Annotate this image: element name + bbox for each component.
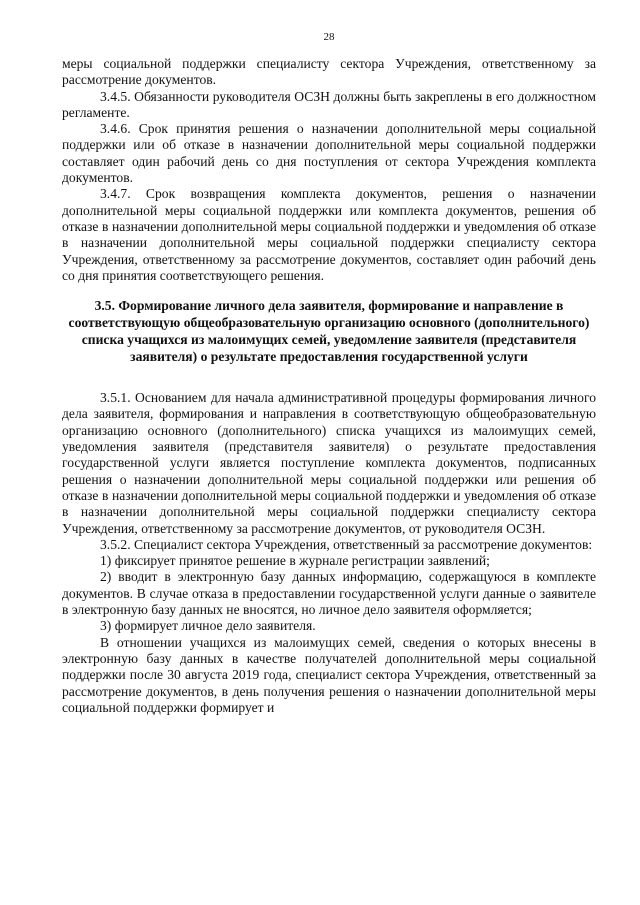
document-page <box>62 30 596 716</box>
list-item-1: 1) фиксирует принятое решение в журнале регистрации заявлений; <box>100 553 490 569</box>
list-item-2: 2) вводит в электронную базу данных информацию, содержащуюся в комплекте документов. В случае отказа в предоставлении государственной услуги данные о заявителе в электронную базу данных не вносятся, но личное дело заявителя оформляется; <box>62 569 596 618</box>
paragraphs-bottom <box>62 390 596 716</box>
section-heading-3-5: 3.5. Формирование личного дела заявителя, формирование и направление в соответствующую общеобразовательную организацию основного (дополнительного) списка учащихся из малоимущих семей, уведомление заявителя (представителя заявителя) о результате предоставления государственной услуги <box>68 298 590 365</box>
paragraph-3-4-7: 3.4.7. Срок возвращения комплекта документов, решения о назначении дополнительной меры социальной поддержки или комплекта документов, решения об отказе в назначении дополнительной меры социальной поддержки и уведомления об отказе в назначении дополнительной меры социальной поддержки специалисту сектора Учреждения, ответственному за рассмотрение документов, составляет один рабочий день со дня принятия соответствующего решения. <box>62 186 596 283</box>
paragraph-3-4-5: 3.4.5. Обязанности руководителя ОСЗН должны быть закреплены в его должностном регламенте. <box>62 88 596 120</box>
paragraphs-top <box>62 56 596 284</box>
paragraph-last: В отношении учащихся из малоимущих семей, сведения о которых внесены в электронную базу данных в качестве получателей дополнительной меры социальной поддержки после 30 августа 2019 года, специалист сектора Учреждения, ответственный за рассмотрение документов, в день получения решения о назначении дополнительной меры социальной поддержки формирует и <box>62 634 596 715</box>
paragraph-3-5-1: 3.5.1. Основанием для начала административной процедуры формирования личного дела заявителя, формирования и направления в соответствующую общеобразовательную организацию основного (дополнительного) списка учащихся из малоимущих семей, уведомления заявителя (представителя заявителя) о результате предоставления государственной услуги является поступление комплекта документов, подписанных решения о назначении дополнительной меры социальной поддержки или решения об отказе в назначении дополнительной меры социальной поддержки и уведомления об отказе в назначении дополнительной меры социальной поддержки специалисту сектора Учреждения, ответственному за рассмотрение документов, от руководителя ОСЗН. <box>62 390 596 536</box>
list-item-3: 3) формирует личное дело заявителя. <box>100 618 316 634</box>
paragraph-3-5-2: 3.5.2. Специалист сектора Учреждения, ответственный за рассмотрение документов: <box>100 536 593 552</box>
page-number: 28 <box>323 31 335 43</box>
paragraph-continuation: меры социальной поддержки специалисту сектора Учреждения, ответственному за рассмотрение документов. <box>62 56 596 88</box>
paragraph-3-4-6: 3.4.6. Срок принятия решения о назначении дополнительной меры социальной поддержки или об отказе в назначении дополнительной меры социальной поддержки составляет один рабочий день со дня поступления от сектора Учреждения комплекта документов. <box>62 121 596 186</box>
